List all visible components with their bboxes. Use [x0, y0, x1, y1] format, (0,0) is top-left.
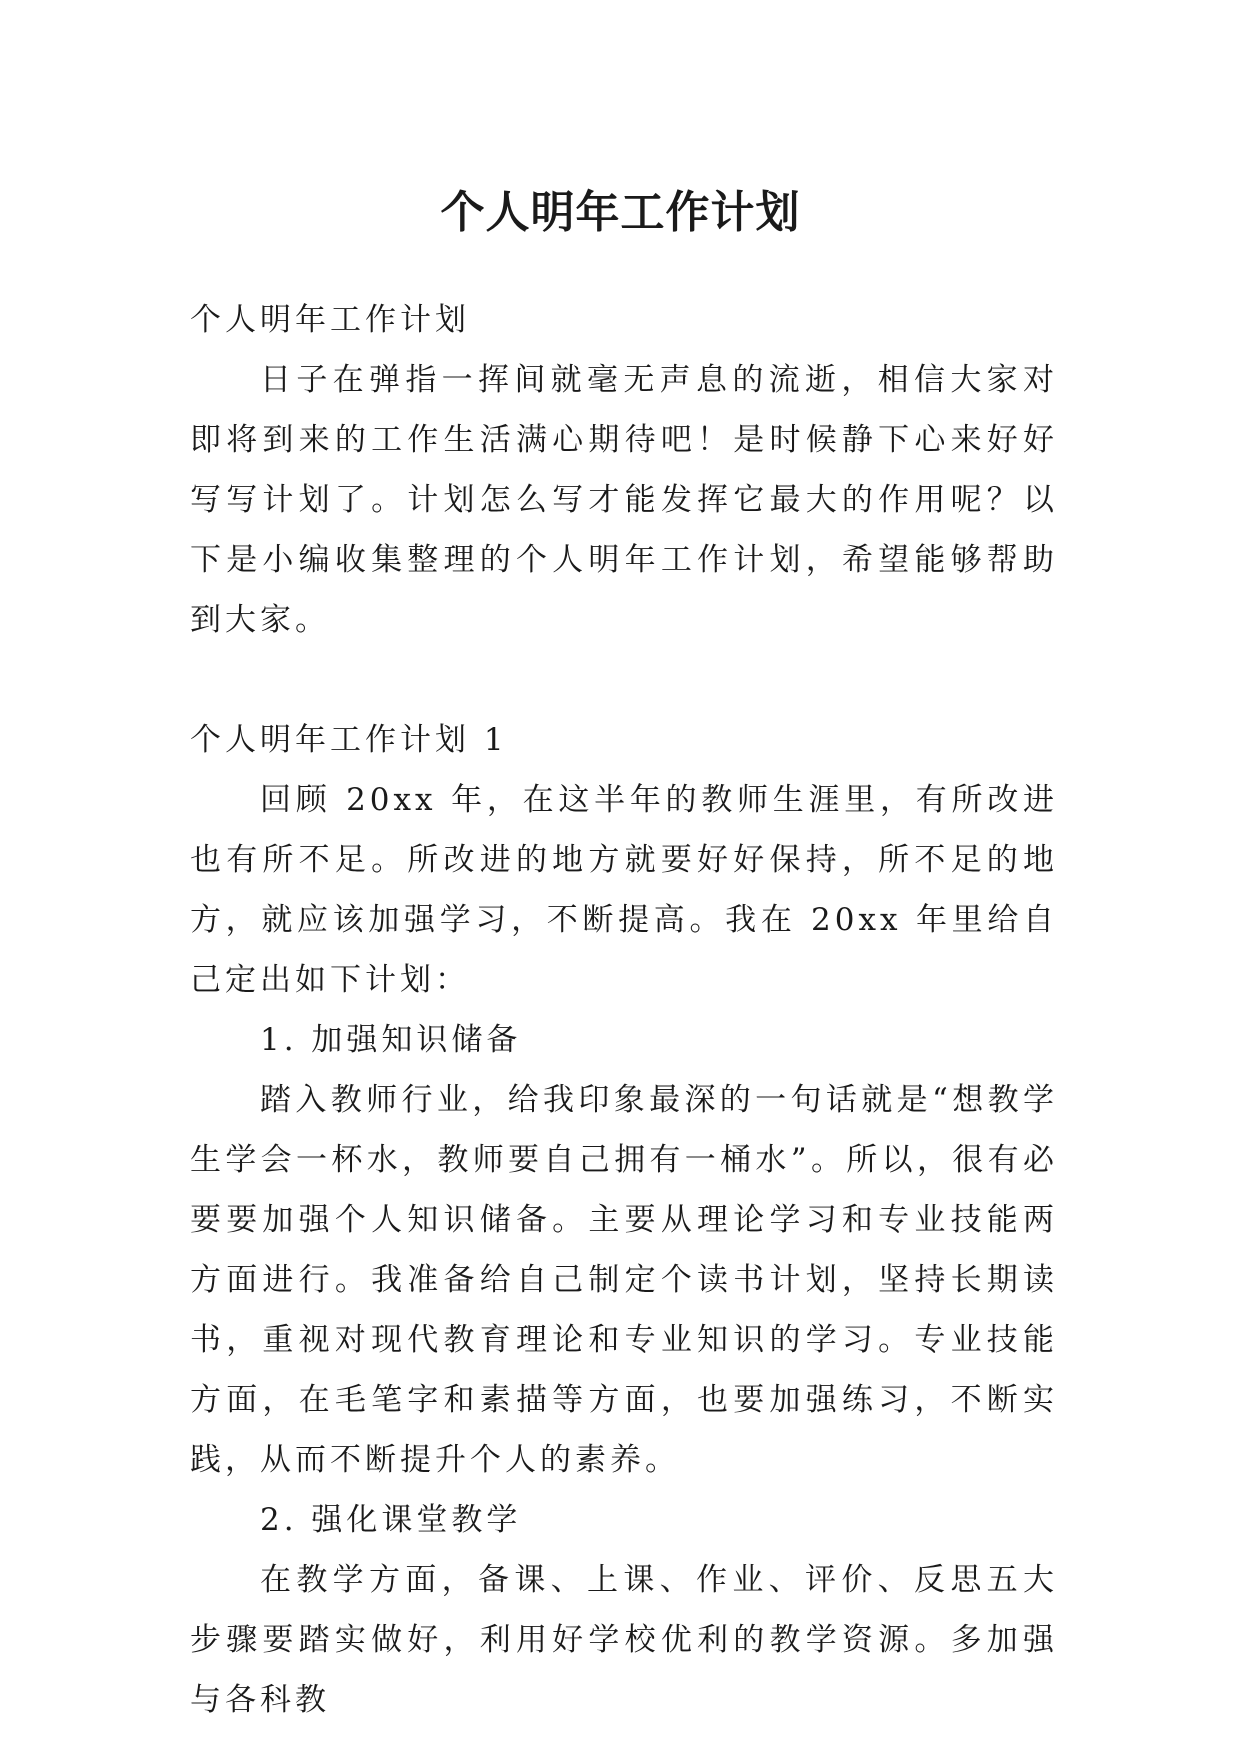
intro-heading: 个人明年工作计划 — [190, 302, 470, 338]
subheading-knowledge: 1. 加强知识储备 — [260, 1022, 522, 1058]
document-body — [190, 290, 1058, 1730]
review-paragraph: 回顾 20xx 年，在这半年的教师生涯里，有所改进也有所不足。所改进的地方就要好好保持，所不足的地方，就应该加强学习，不断提高。我在 20xx 年里给自己定出如下计划： — [190, 782, 1058, 998]
subheading-classroom: 2. 强化课堂教学 — [260, 1502, 522, 1538]
knowledge-paragraph: 踏入教师行业，给我印象最深的一句话就是“想教学生学会一杯水，教师要自己拥有一桶水”。所以，很有必要要加强个人知识储备。主要从理论学习和专业技能两方面进行。我准备给自己制定个读书计划，坚持长期读书，重视对现代教育理论和专业知识的学习。专业技能方面，在毛笔字和素描等方面，也要加强练习，不断实践，从而不断提升个人的素养。 — [190, 1082, 1058, 1478]
classroom-paragraph: 在教学方面，备课、上课、作业、评价、反思五大步骤要踏实做好，利用好学校优利的教学资源。多加强与各科教 — [190, 1562, 1058, 1718]
intro-paragraph: 日子在弹指一挥间就毫无声息的流逝，相信大家对即将到来的工作生活满心期待吧！是时候静下心来好好写写计划了。计划怎么写才能发挥它最大的作用呢？以下是小编收集整理的个人明年工作计划，希望能够帮助到大家。 — [190, 362, 1058, 638]
section-heading-plan-1: 个人明年工作计划 1 — [190, 722, 508, 758]
document-title: 个人明年工作计划 — [440, 187, 801, 239]
